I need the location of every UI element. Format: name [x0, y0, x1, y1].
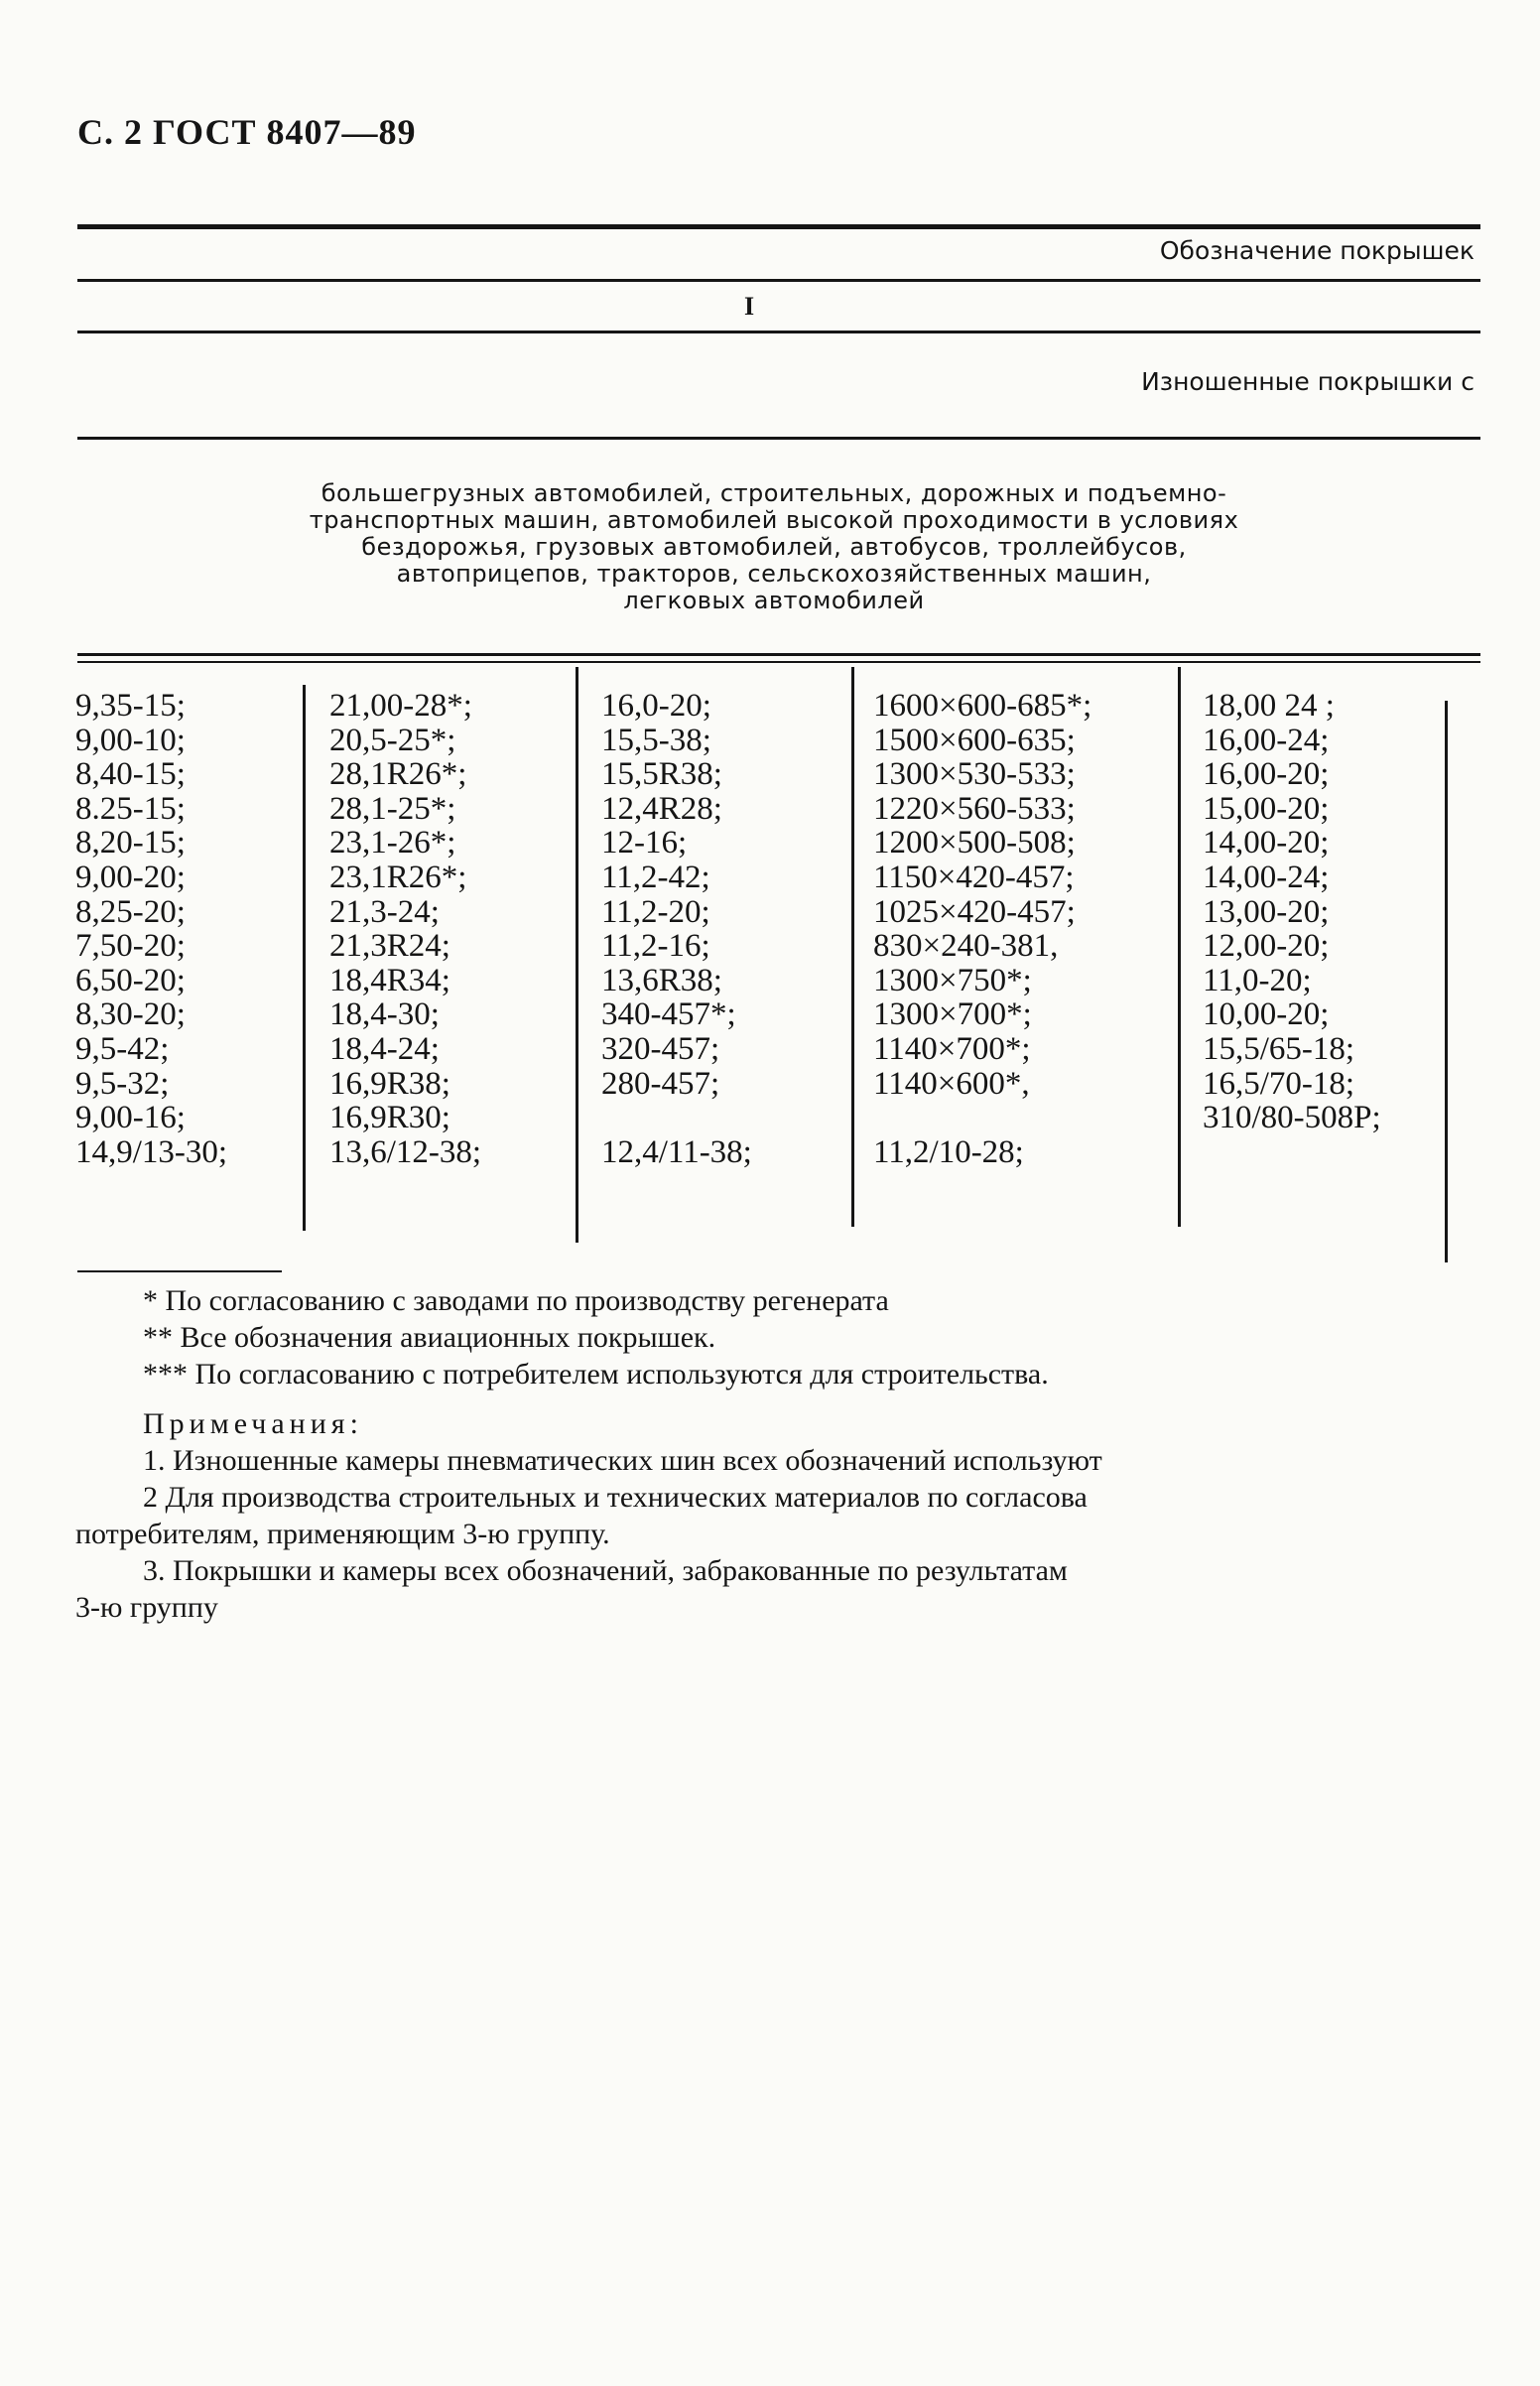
- column-divider: [851, 667, 854, 1227]
- table-cell: 21,00-28*;: [329, 688, 472, 724]
- table-cell: 28,1R26*;: [329, 756, 467, 793]
- table-rule-3: [77, 437, 1480, 440]
- footnote-separator: [77, 1270, 282, 1272]
- table-cell: 11,2-16;: [601, 928, 710, 965]
- table-description: [179, 480, 1369, 614]
- table-cell: 1500×600-635;: [873, 722, 1076, 758]
- column-divider: [1445, 701, 1448, 1262]
- table-cell: 28,1-25*;: [329, 790, 456, 827]
- table-cell: 13,00-20;: [1203, 893, 1330, 930]
- table-cell: 14,9/13-30;: [75, 1133, 228, 1170]
- footnote-3: *** По согласованию с потребителем используются для строительства.: [143, 1358, 1049, 1391]
- table-cell: [1203, 1135, 1381, 1170]
- designation-column-5: [1203, 689, 1381, 1169]
- table-cell: 14,00-20;: [1203, 825, 1330, 862]
- table-cell: 8,20-15;: [75, 825, 186, 862]
- table-cell: 23,1-26*;: [329, 825, 456, 862]
- table-cell: 340-457*;: [601, 996, 736, 1033]
- table-cell: 11,2-20;: [601, 893, 710, 930]
- table-cell: 1140×700*;: [873, 1030, 1031, 1067]
- table-cell: 1300×700*;: [873, 996, 1032, 1033]
- footnote-1: * По согласованию с заводами по производству регенерата: [143, 1284, 889, 1317]
- note-item: 2 Для производства строительных и технических материалов по согласова: [143, 1481, 1088, 1514]
- table-cell: 280-457;: [601, 1065, 720, 1102]
- table-cell: 12-16;: [601, 825, 688, 862]
- page-header: С. 2 ГОСТ 8407—89: [77, 112, 417, 152]
- table-cell: 1600×600-685*;: [873, 688, 1092, 724]
- table-cell: 16,5/70-18;: [1203, 1065, 1355, 1102]
- table-cell: 16,9R30;: [329, 1100, 450, 1136]
- table-rule-1: [77, 279, 1480, 282]
- column-divider: [576, 667, 578, 1243]
- table-cell: 9,00-10;: [75, 722, 186, 758]
- description-line: большегрузных автомобилей, строительных, дорожных и подъемно-: [321, 479, 1227, 507]
- table-rule-4a: [77, 653, 1480, 656]
- notes-section: [75, 1405, 1484, 1626]
- table-cell: 8,30-20;: [75, 996, 186, 1033]
- table-cell: 1150×420-457;: [873, 859, 1075, 895]
- table-cell: 1300×750*;: [873, 962, 1032, 998]
- table-cell: 21,3-24;: [329, 893, 440, 930]
- designation-column-4: [873, 689, 1091, 1169]
- table-cell: 1025×420-457;: [873, 893, 1076, 930]
- table-cell: 8,25-20;: [75, 893, 186, 930]
- table-cell: 9,00-16;: [75, 1100, 186, 1136]
- table-top-rule: [77, 224, 1480, 229]
- table-cell: 11,2-42;: [601, 859, 710, 895]
- table-cell: 9,5-32;: [75, 1065, 170, 1102]
- designation-column-1: [75, 689, 227, 1169]
- table-cell: 8.25-15;: [75, 790, 186, 827]
- table-cell: 23,1R26*;: [329, 859, 467, 895]
- note-item: 1. Изношенные камеры пневматических шин всех обозначений используют: [143, 1444, 1102, 1477]
- table-cell: 14,00-24;: [1203, 859, 1330, 895]
- table-cell: 6,50-20;: [75, 962, 186, 998]
- table-cell: 16,0-20;: [601, 688, 711, 724]
- table-cell: 9,5-42;: [75, 1030, 170, 1067]
- table-cell: 15,5R38;: [601, 756, 722, 793]
- table-subtitle-row: Изношенные покрышки с: [1141, 367, 1475, 396]
- table-cell: 7,50-20;: [75, 928, 186, 965]
- table-cell: 11,0-20;: [1203, 962, 1312, 998]
- table-cell: [601, 1101, 752, 1135]
- designation-column-3: [601, 689, 752, 1169]
- table-cell: 21,3R24;: [329, 928, 450, 965]
- table-rule-4b: [77, 661, 1480, 663]
- table-cell: 13,6/12-38;: [329, 1133, 482, 1170]
- description-line: бездорожья, грузовых автомобилей, автобусов, троллейбусов,: [361, 533, 1187, 561]
- table-cell: 18,4-24;: [329, 1030, 440, 1067]
- footnotes: [75, 1282, 1484, 1392]
- table-cell: 830×240-381,: [873, 928, 1059, 965]
- table-cell: 10,00-20;: [1203, 996, 1330, 1033]
- table-cell: 18,00 24 ;: [1203, 688, 1335, 724]
- table-cell: 12,4/11-38;: [601, 1133, 752, 1170]
- table-cell: 16,9R38;: [329, 1065, 450, 1102]
- table-cell: 9,00-20;: [75, 859, 186, 895]
- table-cell: 20,5-25*;: [329, 722, 456, 758]
- table-rule-2: [77, 331, 1480, 333]
- table-cell: 15,5/65-18;: [1203, 1030, 1355, 1067]
- note-item: потребителям, применяющим 3-ю группу.: [75, 1518, 610, 1550]
- designation-column-2: [329, 689, 481, 1169]
- description-line: транспортных машин, автомобилей высокой проходимости в условиях: [309, 506, 1239, 534]
- group-number: I: [744, 292, 755, 321]
- column-divider: [1178, 667, 1181, 1227]
- table-cell: 8,40-15;: [75, 756, 186, 793]
- note-item: 3-ю группу: [75, 1591, 218, 1624]
- table-cell: 16,00-24;: [1203, 722, 1330, 758]
- notes-heading: Примечания:: [143, 1407, 363, 1440]
- table-cell: 1300×530-533;: [873, 756, 1076, 793]
- table-cell: 16,00-20;: [1203, 756, 1330, 793]
- table-cell: 1200×500-508;: [873, 825, 1076, 862]
- table-cell: 310/80-508P;: [1203, 1100, 1381, 1136]
- table-cell: 15,00-20;: [1203, 790, 1330, 827]
- table-cell: 12,00-20;: [1203, 928, 1330, 965]
- footnote-2: ** Все обозначения авиационных покрышек.: [143, 1321, 716, 1354]
- note-item: 3. Покрышки и камеры всех обозначений, забракованные по результатам: [143, 1554, 1068, 1587]
- table-cell: 1220×560-533;: [873, 790, 1076, 827]
- table-cell: 15,5-38;: [601, 722, 711, 758]
- table-cell: 1140×600*,: [873, 1065, 1030, 1102]
- column-divider: [303, 685, 306, 1231]
- table-cell: 13,6R38;: [601, 962, 722, 998]
- table-cell: 11,2/10-28;: [873, 1133, 1024, 1170]
- table-cell: [873, 1101, 1091, 1135]
- table-cell: 320-457;: [601, 1030, 720, 1067]
- table-cell: 18,4R34;: [329, 962, 450, 998]
- table-title-row: Обозначение покрышек: [1159, 236, 1475, 265]
- description-line: легковых автомобилей: [623, 587, 925, 614]
- table-cell: 12,4R28;: [601, 790, 722, 827]
- description-line: автоприцепов, тракторов, сельскохозяйственных машин,: [396, 560, 1152, 588]
- table-cell: 18,4-30;: [329, 996, 440, 1033]
- table-cell: 9,35-15;: [75, 688, 186, 724]
